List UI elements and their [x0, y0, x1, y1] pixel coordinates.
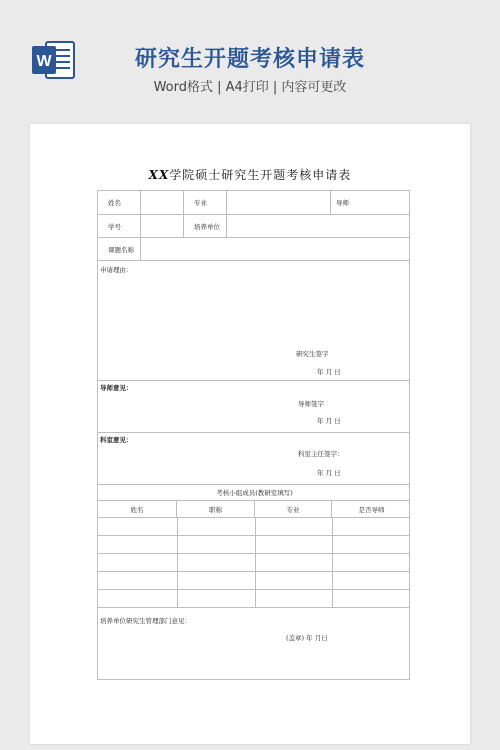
reason-label: 申请理由： — [100, 266, 133, 274]
panel-row[interactable] — [98, 572, 409, 590]
topic-value-cell[interactable] — [141, 238, 411, 260]
banner-subtitle: Word格式 | A4打印 | 内容可更改 — [153, 80, 347, 95]
major-label-cell — [184, 191, 227, 214]
unit-opinion-label: 培养单位研究生管理部门意见： — [100, 617, 191, 625]
form-row-basic-1 — [98, 191, 409, 215]
name-value-cell[interactable] — [141, 191, 184, 214]
panel-column-header-row — [98, 501, 409, 518]
student-signature-label: 研究生签字 — [296, 350, 329, 358]
student-id-label-cell — [98, 215, 141, 237]
document-page — [30, 124, 470, 744]
department-opinion-date: 年 月 日 — [317, 469, 341, 477]
panel-col-is-advisor: 是否导师 — [358, 505, 385, 514]
department-head-signature-label: 科室主任签字： — [298, 450, 344, 458]
advisor-signature-label: 导师签字 — [298, 400, 324, 408]
form-row-topic — [98, 238, 409, 261]
student-id-label: 学号 — [108, 222, 121, 231]
advisor-opinion-section[interactable] — [98, 381, 409, 433]
panel-header: 考核小组成员(教研室填写) — [216, 489, 293, 497]
major-label: 专业 — [194, 199, 207, 207]
application-form — [97, 190, 410, 680]
major-value-cell[interactable] — [227, 191, 331, 214]
training-unit-value-cell[interactable] — [227, 215, 411, 237]
name-label: 姓名 — [108, 199, 121, 207]
document-title — [30, 166, 470, 183]
unit-opinion-section[interactable] — [98, 608, 409, 679]
seal-date: (盖章) 年 月日 — [286, 634, 328, 642]
panel-col-title: 职称 — [177, 501, 255, 517]
panel-header-row — [98, 485, 409, 501]
panel-col-name: 姓名 — [98, 501, 177, 517]
name-label-cell — [98, 191, 141, 214]
advisor-label: 导师 — [336, 199, 349, 207]
form-row-basic-2 — [98, 215, 409, 238]
topic-label-cell — [98, 238, 141, 260]
department-opinion-label: 科室意见： — [100, 436, 133, 444]
svg-text:W: W — [36, 53, 52, 70]
advisor-opinion-date: 年 月 日 — [317, 417, 341, 425]
title-text: 学院硕士研究生开题考核申请表 — [169, 168, 352, 182]
panel-col-major: 专业 — [255, 501, 332, 517]
reason-date: 年 月 日 — [317, 368, 341, 376]
student-id-value-cell[interactable] — [141, 215, 184, 237]
panel-row[interactable] — [98, 536, 409, 554]
panel-row[interactable] — [98, 518, 409, 536]
department-opinion-section[interactable] — [98, 433, 409, 485]
training-unit-label-cell — [184, 215, 227, 237]
title-prefix: XX — [148, 168, 170, 182]
training-unit-label: 培养单位 — [194, 222, 220, 231]
banner-title: 研究生开题考核申请表 — [134, 47, 365, 72]
reason-section[interactable] — [98, 261, 409, 381]
banner — [0, 0, 500, 112]
advisor-cell[interactable] — [331, 191, 411, 214]
topic-label: 课题名称 — [108, 245, 134, 254]
panel-row[interactable] — [98, 554, 409, 572]
panel-row[interactable] — [98, 590, 409, 608]
advisor-opinion-label: 导师意见： — [100, 384, 133, 392]
